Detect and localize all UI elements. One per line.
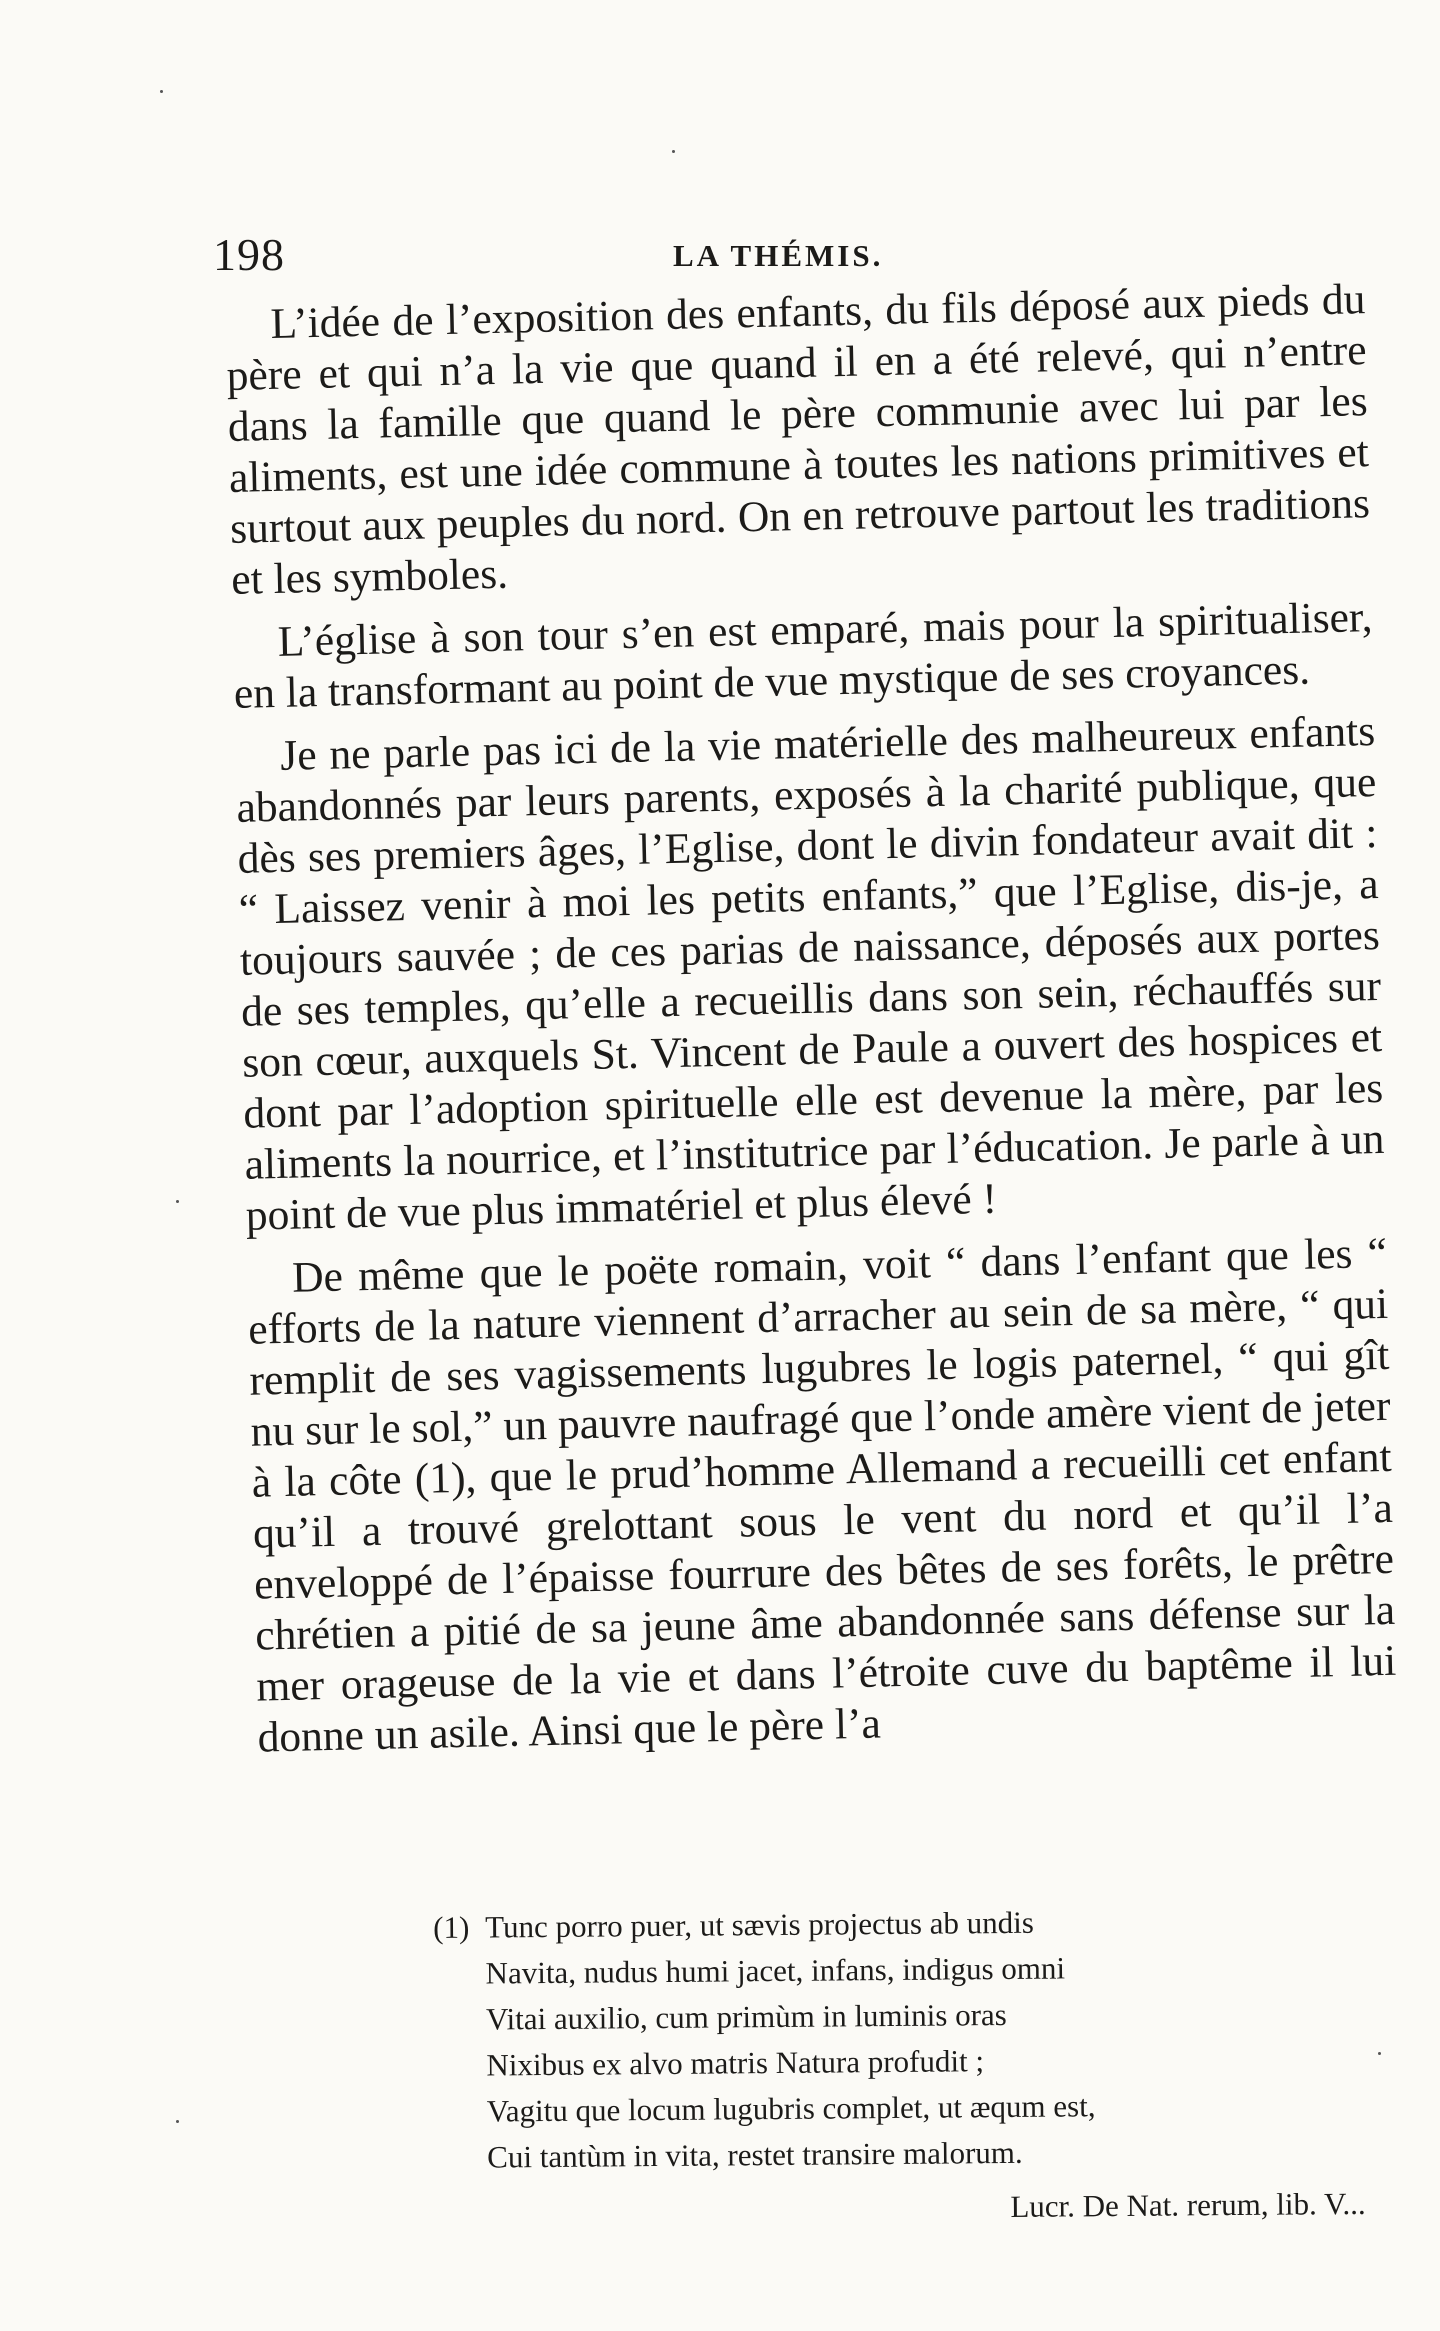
footnote-line: Tunc porro puer, ut sævis projectus ab undis [485, 1904, 1035, 1945]
paragraph: Je ne parle pas ici de la vie matérielle des malheureux enfants abandonnés par leurs parents, exposés à la charité publique, que dès ses premiers âges, l’Eglise, dont le divin fondateur avait dit : “ Laissez venir à moi les petits enfants,” que l’Eglise, dis-je, a toujours sauvée ; de ces parias de naissance, déposés aux portes de ses temples, qu’elle a recueillis dans son sein, réchauffés sur son cœur, auxquels St. Vincent de Paule a ouvert des hospices et dont par l’adoption spirituelle elle est devenue la mère, par les aliments la nourrice, et l’institutrice par l’éducation. Je parle à un point de vue plus immatériel et plus élevé ! [235, 707, 1385, 1240]
paragraph: L’idée de l’exposition des enfants, du fils déposé aux pieds du père et qui n’a la vie que quand il en a été relevé, qui n’entre dans la famille que quand le père communie avec lui par les aliments, est une idée commune à toutes les nations primitives et surtout aux peuples du nord. On en retrouve partout les traditions et les symboles. [226, 275, 1371, 604]
footnote-line: Nixibus ex alvo matris Natura profudit ; [486, 2043, 985, 2083]
paragraph: De même que le poëte romain, voit “ dans l’enfant que les “ efforts de la nature viennent d’arracher au sein de sa mère, “ qui remplit de ses vagissements lugubres le logis paternel, “ qui gît nu sur le sol,” un pauvre naufragé que l’onde amère vient de jeter à la côte (1), que le prud’homme Allemand a recueilli cet enfant qu’il a trouvé grelottant sous le vent du nord et qu’il l’a enveloppé de l’épaisse fourrure des bêtes de ses forêts, le prêtre chrétien a pitié de sa jeune âme abandonnée sans défense sur la mer orageuse de la vie et dans l’étroite cuve du baptême il lui donne un asile. Ainsi que le père l’a [247, 1228, 1397, 1762]
paper-speck [1378, 2052, 1381, 2055]
paper-speck [176, 2120, 179, 2123]
page-number: 198 [213, 229, 285, 280]
running-title: LA THÉMIS. [673, 238, 884, 273]
footnote-source: Lucr. De Nat. rerum, lib. V... [1010, 2185, 1366, 2224]
footnote [433, 1897, 1386, 2235]
paper-speck [160, 90, 163, 93]
paragraph: L’église à son tour s’en est emparé, mais pour la spiritualiser, en la transformant au point de vue mystique de ses croyances. [233, 593, 1374, 718]
footnote-mark: (1) [433, 1909, 470, 1945]
paper-speck [176, 1200, 179, 1203]
footnote-line: Cui tantùm in vita, restet transire malorum. [487, 2134, 1023, 2175]
footnote-line: Vagitu que locum lugubris complet, ut æqum est, [486, 2088, 1096, 2129]
paper-speck [672, 150, 675, 153]
body-text [225, 274, 1398, 1775]
footnote-line: Navita, nudus humi jacet, infans, indigus omni [485, 1950, 1066, 1991]
footnote-line: Vitai auxilio, cum primùm in luminis oras [485, 1996, 1007, 2037]
footnote-verse [485, 1897, 1386, 2235]
